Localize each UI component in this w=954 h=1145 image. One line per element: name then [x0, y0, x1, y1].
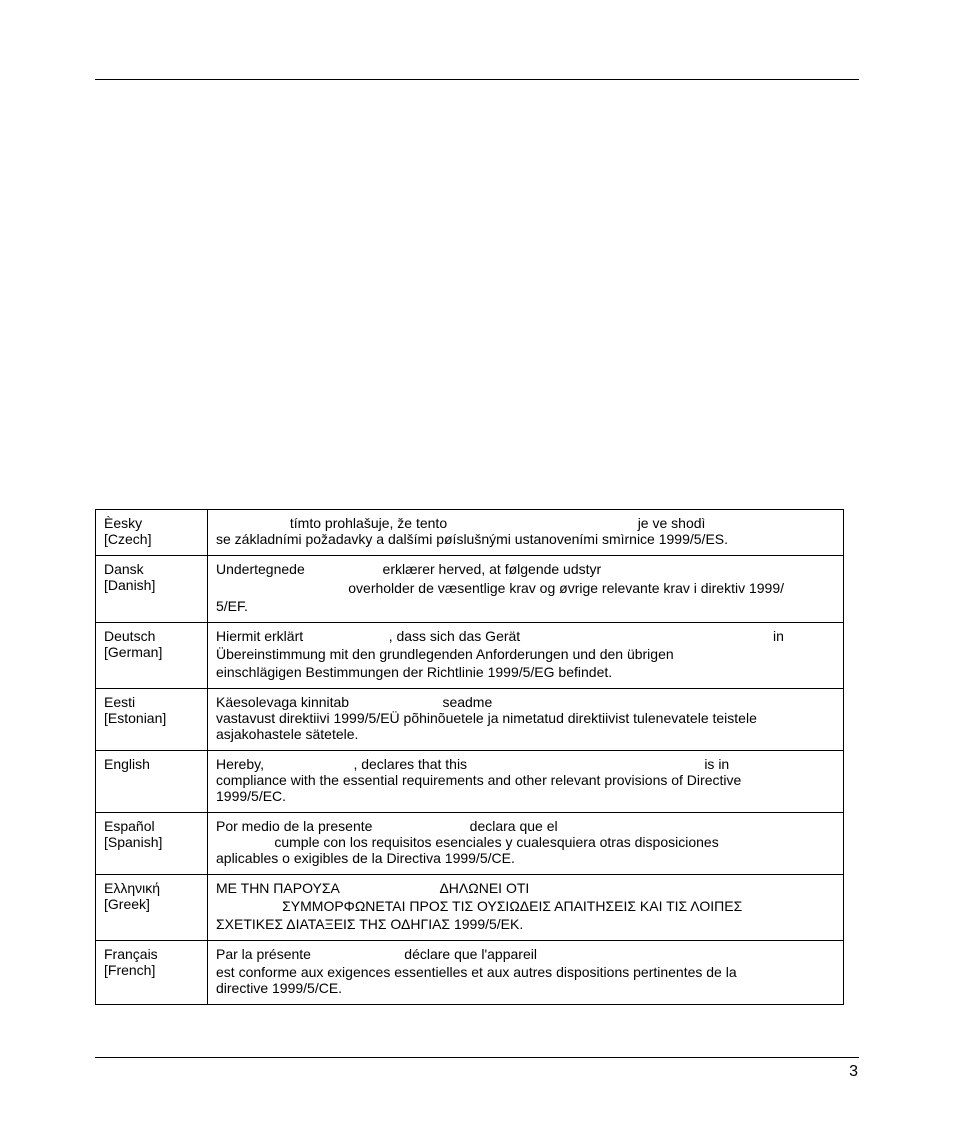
declaration-line: Übereinstimmung mit den grundlegenden Anforderungen und den übrigen — [216, 646, 674, 662]
language-name-english: [Czech] — [104, 531, 152, 547]
language-name: Ελληνική — [104, 880, 161, 896]
table-row — [96, 689, 844, 751]
language-name-english: [Spanish] — [104, 834, 163, 850]
table-row — [96, 941, 844, 1005]
declaration-line: einschlägigen Bestimmungen der Richtlinie 1999/5/EG befindet. — [216, 664, 613, 680]
declaration-line: aplicables o exigibles de la Directiva 1999/5/CE. — [216, 850, 515, 866]
language-cell — [96, 623, 208, 689]
table-row — [96, 510, 844, 556]
declaration-line: vastavust direktiivi 1999/5/EÜ põhinõuetele ja nimetatud direktiivist tulenevatele teistele — [216, 710, 757, 726]
declaration-text-cell — [208, 689, 844, 751]
language-cell — [96, 941, 208, 1005]
declaration-line: Por medio de la presente declara que el — [216, 818, 558, 834]
declaration-line: ΣΥΜΜΟΡΦΩΝΕΤΑΙ ΠΡΟΣ ΤΙΣ ΟΥΣΙΩΔΕΙΣ ΑΠΑΙΤΗΣΕΙΣ ΚΑΙ ΤΙΣ ΛΟΙΠΕΣ — [216, 898, 743, 914]
language-name: Français — [104, 946, 158, 962]
table-row — [96, 556, 844, 623]
page-number: 3 — [849, 1063, 858, 1080]
language-name: Deutsch — [104, 628, 156, 644]
language-name-english: [Greek] — [104, 896, 150, 912]
declaration-line: Par la présente déclare que l'appareil — [216, 946, 537, 962]
language-cell — [96, 875, 208, 941]
declaration-line: compliance with the essential requirements and other relevant provisions of Directive — [216, 772, 742, 788]
declaration-text-cell — [208, 941, 844, 1005]
table-row — [96, 813, 844, 875]
language-cell — [96, 751, 208, 813]
language-name-english: [German] — [104, 644, 163, 660]
declaration-line: overholder de væsentlige krav og øvrige relevante krav i direktiv 1999/ — [216, 580, 785, 596]
declaration-line: directive 1999/5/CE. — [216, 980, 343, 996]
declaration-text-cell — [208, 623, 844, 689]
declaration-text-cell — [208, 751, 844, 813]
language-name-english: [Danish] — [104, 577, 156, 593]
declaration-line: ΣΧΕΤΙΚΕΣ ΔΙΑΤΑΞΕΙΣ ΤΗΣ ΟΔΗΓΙΑΣ 1999/5/ΕΚ. — [216, 916, 524, 932]
declaration-table — [95, 509, 844, 1005]
table-row — [96, 875, 844, 941]
language-cell — [96, 510, 208, 556]
footer-rule — [95, 1057, 859, 1058]
language-name: English — [104, 756, 150, 772]
language-name-english: [French] — [104, 962, 156, 978]
language-name: Eesti — [104, 694, 136, 710]
declaration-line: Undertegnede erklærer herved, at følgende udstyr — [216, 561, 602, 577]
language-cell — [96, 556, 208, 623]
declaration-line: asjakohastele sätetele. — [216, 726, 359, 742]
header-rule — [95, 79, 859, 80]
declaration-line: Käesolevaga kinnitab seadme — [216, 694, 493, 710]
table-row — [96, 751, 844, 813]
declaration-line: ΜΕ ΤΗΝ ΠΑΡΟΥΣΑ ΔΗΛΩΝΕΙ ΟΤΙ — [216, 880, 530, 896]
declaration-line: est conforme aux exigences essentielles et aux autres dispositions pertinentes de la — [216, 964, 737, 980]
language-name: Èesky — [104, 515, 143, 531]
language-name: Dansk — [104, 561, 144, 577]
declaration-line: cumple con los requisitos esenciales y cualesquiera otras disposiciones — [216, 834, 719, 850]
declaration-text-cell — [208, 510, 844, 556]
declaration-line: 1999/5/EC. — [216, 788, 287, 804]
language-name-english: [Estonian] — [104, 710, 167, 726]
declaration-text-cell — [208, 813, 844, 875]
declaration-line: se základními požadavky a dalšími pøíslušnými ustanoveními smìrnice 1999/5/ES. — [216, 531, 729, 547]
table-row — [96, 623, 844, 689]
language-name: Español — [104, 818, 155, 834]
declaration-text-cell — [208, 875, 844, 941]
declaration-line: Hiermit erklärt , dass sich das Gerät in — [216, 628, 784, 644]
declaration-line: Hereby, , declares that this is in — [216, 756, 730, 772]
language-cell — [96, 689, 208, 751]
declaration-line: 5/EF. — [216, 598, 248, 614]
language-cell — [96, 813, 208, 875]
declaration-line: tímto prohlašuje, že tento je ve shodì — [216, 515, 706, 531]
declaration-text-cell — [208, 556, 844, 623]
